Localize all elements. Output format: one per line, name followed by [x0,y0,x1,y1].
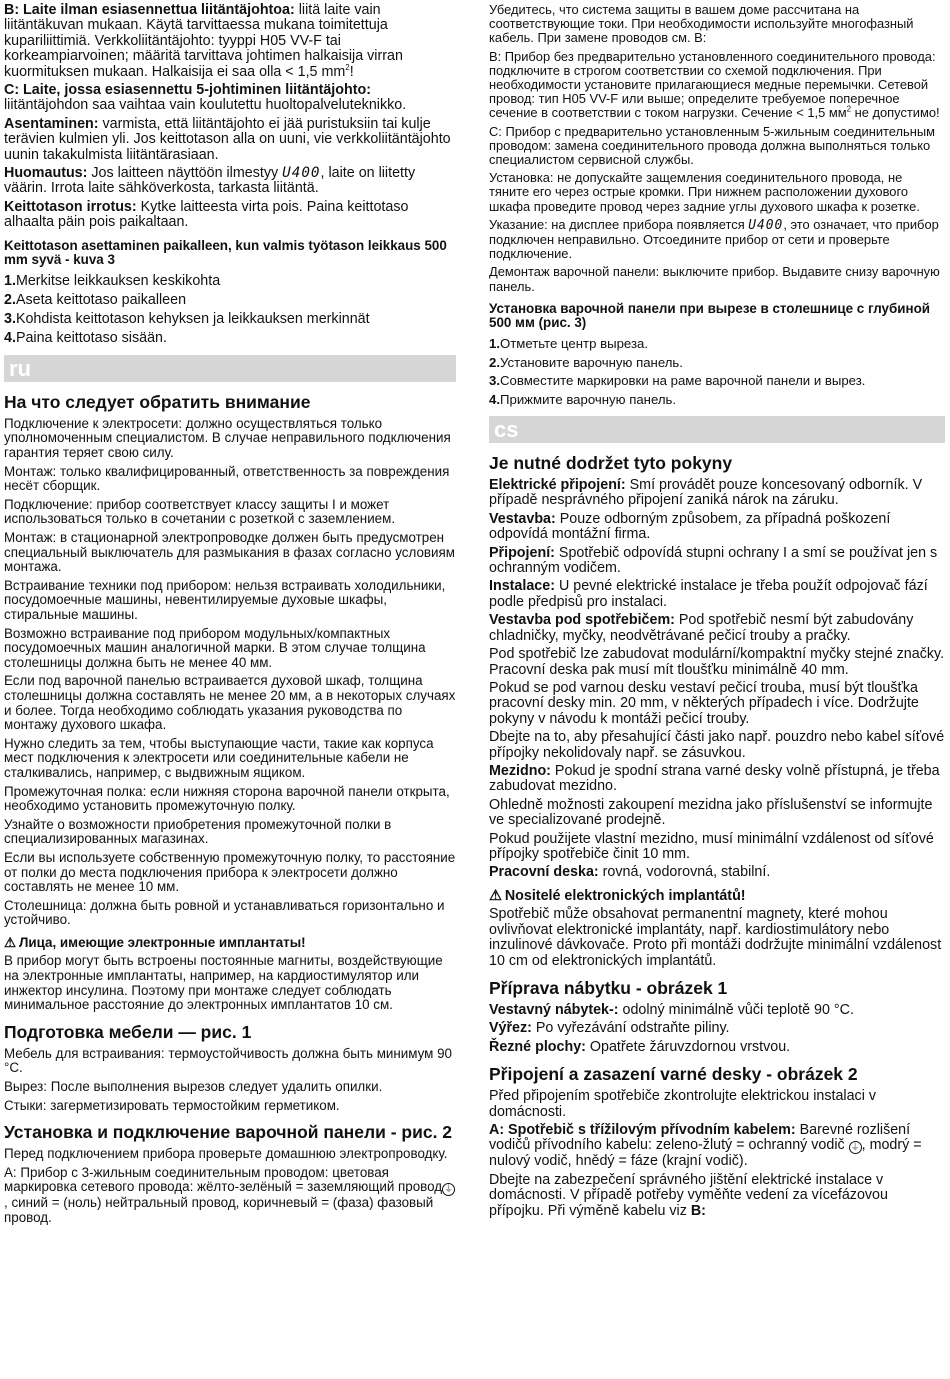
ru-paragraph: Перед подключением прибора проверьте домашнюю электропроводку. [4,1146,448,1162]
cs-paragraph: Dbejte na to, aby přesahující části jako např. pouzdro nebo kabel síťové přípojky nekolidovaly např. se zásuvkou. [489,729,945,761]
ru-heading-attention: На что следует обратить внимание [4,391,311,412]
cs-paragraph: Před připojením spotřebiče zkontrolujte elektrickou instalaci v domácnosti. [489,1088,876,1120]
cs-heading-pokyny: Je nutné dodržet tyto pokyny [489,453,733,474]
language-bar-cs: cs [489,416,945,443]
cs-paragraph: Pod spotřebič lze zabudovat modulární/kompaktní myčky stejné značky. Pracovní deska pak musí mít tloušťku minimálně 40 mm. [489,646,945,678]
ru-paragraph-b: B: Прибор без предварительно установленного соединительного провода: подключите в строгом соответствии со схемой подключения. При необходимости установите прилагающиеся медные перемычки. Сетевой провод: тип H05 VV-F или выше; определите требуемое поперечное сечение в соответствии с током нагрузки. Сечение < 1,5 $мм^2$ не допустимо! [489,48,940,121]
ru-warning-heading: ⚠ Лица, имеющие электронные имплантаты! [4,934,306,950]
display-code: U400 [282,165,321,182]
ru-paragraph: Монтаж: в стационарной электропроводке должен быть предусмотрен специальный выключатель для размыкания в фазах согласно условиям монтажа. [4,530,455,575]
cs-paragraph: Mezidno: Pokud je spodní strana varné desky volně přístupná, je třeba zabudovat mezidno. [489,762,940,795]
cs-paragraph: Instalace: U pevné elektrické instalace je třeba použít odpojovač fází podle předpisů pro instalaci. [489,578,928,610]
ru-paragraph-c: C: Прибор с предварительно установленным 5-жильным соединительным проводом: замена соединительного провода должна выполняться только специалистом сервисной службы. [489,123,936,168]
right-column [489,3,945,1222]
left-column [4,3,456,1230]
warning-triangle-icon: ⚠ [4,934,17,950]
ru-paragraph: Узнайте о возможности приобретения промежуточной полки в специализированных магазинах. [4,816,392,847]
ru-paragraph: Столешница: должна быть ровной и устанавливаться горизонтально и устойчиво. [4,897,445,928]
cs-paragraph: Pokud se pod varnou desku vestaví pečicí trouba, musí být tloušťka pracovní desky min. 20 mm, v některých případech i více. Dodržujte pokyny v návodu k montáži pečicí trouby. [489,679,919,727]
ru-furniture-heading: Подготовка мебели — рис. 1 [4,1021,252,1042]
ru-paragraph: Если вы используете собственную промежуточную полку, то расстояние от полки до места подключения прибора к электросети должно составлять не менее 10 мм. [4,849,456,895]
ru-paragraph: Мебель для встраивания: термоустойчивость должна быть минимум 90 °C. [4,1045,453,1076]
ru-paragraph: Подключение к электросети: должно осуществляться только уполномоченным специалистом. В случае неправильного подключения гарантия теряет свою силу. [4,415,451,461]
cs-warning-text: Spotřebič může obsahovat permanentní magnety, které mohou ovlivňovat elektronické implantáty, např. kardiostimulátory nebo inzulinové dávkovače. Proto při montáži dodržujte minimální vzdálenost 10 cm od elektronických implantátů. [489,906,942,969]
ru-paragraph: Монтаж: только квалифицированный, ответственность за повреждения несёт сборщик. [4,463,450,494]
ground-symbol-icon: ⏚ [850,1142,860,1153]
ru-warning-text: В прибор могут быть встроены постоянные магниты, воздействующие на электронные имплантаты, например, на кардиостимулятор или инжектор инсулина. Поэтому при монтаже следует соблюдать минимальное расстояние до электронных имплантатов 10 см. [4,953,443,1013]
language-bar-ru: ru [4,355,456,382]
ru-paragraph: Стыки: загерметизировать термостойким герметиком. [4,1097,340,1113]
ru-paragraph: Возможно встраивание под прибором модульных/компактных посудомоечных машин аналогичной марки. В этом случае толщина столешницы должна быть не менее 40 мм. [4,625,426,670]
list-item: 1.Merkitse leikkauksen keskikohta [4,272,221,289]
cs-paragraph: Dbejte na zabezpečení správného jištění elektrické instalace v domácnosti. V případě potřeby vyměňte vedení za vícefázovou přípojku. Při výměně kabelu viz B: [489,1171,888,1219]
fi-steps-list [4,272,456,348]
fi-paragraph-b: B: Laite ilman esiasennettua liitäntäjohtoa: liitä laite vain liitäntäkuvan mukaan. Käytä tarvittaessa mukana toimitettuja kupariliittimiä. Verkkoliitäntäjohto: tyyppi H05 VV-F tai korkeampiarvoinen; määritä tarvittava johtimen halkaisija virran kuormituksen mukaan. Halkaisija ei saa olla < 1,5 $mm^2$! [4,2,403,80]
fi-steps-heading: Keittotason asettaminen paikalleen, kun valmis työtason leikkaus 500 mm syvä - kuva 3 [4,237,447,268]
ru-paragraph-demontazh: Демонтаж варочной панели: выключите прибор. Выдавите снизу варочную панель. [489,264,940,294]
cs-paragraph: Ohledně možnosti zakoupení mezidna jako příslušenství se informujte ve specializované prodejně. [489,796,933,829]
list-item: 3.Совместите маркировки на раме варочной панели и вырез. [489,373,866,389]
cs-warning-heading: ⚠ Nositelé elektronických implantátů! [489,887,746,904]
list-item: 4.Paina keittotaso sisään. [4,329,167,346]
ru-paragraph: Промежуточная полка: если нижняя сторона варочной панели открыта, необходимо установить промежуточную полку. [4,783,450,814]
cs-paragraph-a: A: Spotřebič s třížilovým přívodním kabelem: Barevné rozlišení vodičů přívodního kabelu: zeleno-žlutý = ochranný vodič ⏚ , modrý = nulový vodič, hnědý = fáze (krajní vodič). [489,1122,922,1170]
ru-paragraph-ukazanie: Указание: на дисплее прибора появляется U400, это означает, что прибор подключен неправильно. Отсоедините прибор от сети и проверьте подключение. [489,216,939,262]
ru-paragraph: Убедитесь, что система защиты в вашем доме рассчитана на соответствующие токи. При необходимости используйте многофазный кабель. При замене проводов см. B: [489,2,914,46]
ru-steps-heading: Установка варочной панели при вырезе в столешнице с глубиной 500 мм (рис. 3) [489,300,930,331]
ru-paragraph: Встраивание техники под прибором: нельзя встраивать холодильники, посудомоечные машины, невентилируемые духовые шкафы, стиральные машины. [4,577,446,622]
cs-paragraph: Vestavba pod spotřebičem: Pod spotřebič nesmí být zabudovány chladničky, myčky, neodvětrávané pečicí trouby a pračky. [489,612,914,644]
list-item: 2.Aseta keittotaso paikalleen [4,291,187,308]
cs-paragraph: Výřez: Po vyřezávání odstraňte piliny. [489,1020,730,1037]
ru-steps-list [489,335,945,409]
ru-paragraph-a: A: Прибор с 3-жильным соединительным проводом: цветовая маркировка сетевого провода: жёлто-зелёный = заземляющий провод ⏚ , синий = (ноль) нейтральный провод, коричневый = (фаза) фазовый провод. [4,1164,454,1225]
ground-symbol-icon: ⏚ [444,1184,454,1195]
cs-furniture-heading: Příprava nábytku - obrázek 1 [489,978,728,999]
list-item: 1.Отметьте центр выреза. [489,336,648,352]
ru-paragraph: Вырез: После выполнения вырезов следует удалить опилки. [4,1079,383,1095]
fi-paragraph-asentaminen: Asentaminen: varmista, että liitäntäjohto ei jää puristuksiin tai kulje terävien kulmien yli. Jos keittotason alla on uuni, vie verkkoliitäntäjohto uunin takakulmista liitäntärasiaan. [4,115,451,163]
list-item: 3.Kohdista keittotason kehyksen ja leikkauksen merkinnät [4,310,370,327]
cs-paragraph: Pokud použijete vlastní mezidno, musí minimální vzdálenost od síťové přípojky spotřebiče činit 10 mm. [489,830,934,862]
fi-paragraph-irrotus: Keittotason irrotus: Kytke laitteesta virta pois. Paina keittotaso alhaalta päin pois paikaltaan. [4,198,409,231]
fi-paragraph-huomautus: Huomautus: Jos laitteen näyttöön ilmestyy U400, laite on liitetty väärin. Irrota laite sähköverkosta, tarkasta liitäntä. [4,165,416,197]
ru-paragraph-ustanovka: Установка: не допускайте защемления соединительного провода, не тяните его через острые кромки. При нижнем расположении духового шкафа проведите провод через задние углы духового шкафа к розетке. [489,170,920,214]
ru-install-heading: Установка и подключение варочной панели - рис. 2 [4,1122,453,1143]
cs-paragraph: Pracovní deska: rovná, vodorovná, stabilní. [489,864,771,881]
cs-paragraph: Připojení: Spotřebič odpovídá stupni ochrany I a smí se používat jen s ochranným vodičem. [489,544,938,577]
fi-paragraph-c: C: Laite, jossa esiasennettu 5-johtiminen liitäntäjohto: liitäntäjohdon saa vaihtaa vain koulutettu huoltopalveluteknikko. [4,82,407,114]
ru-paragraph: Нужно следить за тем, чтобы выступающие части, такие как корпуса мест подключения к электросети или соединительные кабели не сталкивались, например, с выдвижным ящиком. [4,735,434,780]
cs-paragraph: Vestavba: Pouze odborným způsobem, za případná poškození odpovídá montážní firma. [489,510,891,543]
list-item: 2.Установите варочную панель. [489,354,683,370]
display-code: U400 [748,217,784,233]
cs-paragraph: Řezné plochy: Opatřete žáruvzdornou vrstvou. [489,1038,791,1055]
cs-connect-heading: Připojení a zasazení varné desky - obrázek 2 [489,1064,858,1085]
list-item: 4.Прижмите варочную панель. [489,391,677,407]
warning-triangle-icon: ⚠ [489,887,502,904]
cs-paragraph: Elektrické připojení: Smí provádět pouze koncesovaný odborník. V případě nesprávného připojení zaniká nárok na záruku. [489,477,923,509]
cs-paragraph: Vestavný nábytek-: odolný minimálně vůči teplotě 90 °C. [489,1002,854,1019]
ru-paragraph: Если под варочной панелью встраивается духовой шкаф, толщина столешницы должна составлять не менее 20 мм, а в некоторых случаях и более. Тогда необходимо соблюдать указания руководства по монтажу духового шкафа. [4,673,456,733]
ru-paragraph: Подключение: прибор соответствует классу защиты I и может использоваться только в сочетании с розеткой с заземлением. [4,496,396,527]
